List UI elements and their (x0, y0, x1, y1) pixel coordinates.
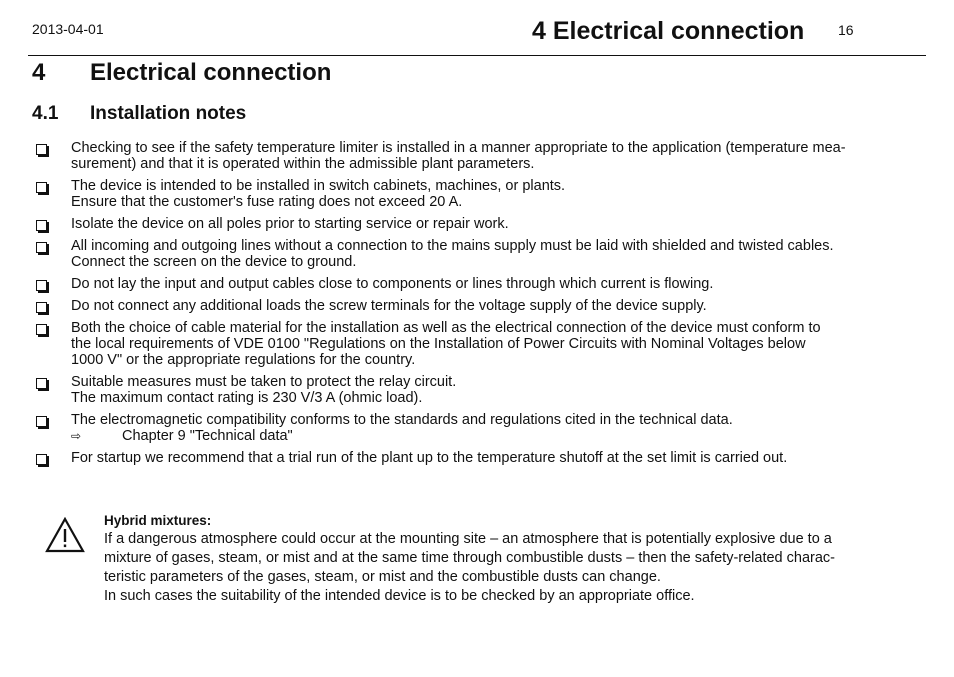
reference-text: Chapter 9 "Technical data" (122, 428, 293, 444)
list-item (32, 140, 926, 172)
reference-arrow-icon: ⇨ (71, 429, 82, 443)
item-line: Do not lay the input and output cables close to components or lines through which current is flowing. (71, 276, 714, 292)
item-line: The electromagnetic compatibility conforms to the standards and regulations cited in the technical data. (71, 412, 733, 428)
item-line: Ensure that the customer's fuse rating does not exceed 20 A. (71, 194, 463, 210)
list-item (32, 216, 926, 232)
list-item (32, 178, 926, 210)
list-item (32, 238, 926, 270)
checkbox-bullet-icon (36, 182, 47, 193)
item-line: All incoming and outgoing lines without a connection to the mains supply must be laid with shielded and twisted cables. (71, 238, 834, 254)
chapter-title: Electrical connection (90, 59, 332, 86)
note-line: mixture of gases, steam, or mist and at the same time through combustible dusts – then the safety-related charac- (104, 550, 835, 566)
item-line: Do not connect any additional loads the screw terminals for the voltage supply of the device supply. (71, 298, 707, 314)
item-line: For startup we recommend that a trial run of the plant up to the temperature shutoff at the set limit is carried out. (71, 450, 788, 466)
item-line: Connect the screen on the device to ground. (71, 254, 357, 270)
note-line: teristic parameters of the gases, steam, or mist and the combustible dusts can change. (104, 569, 661, 585)
installation-notes-list (32, 140, 926, 472)
item-line: Isolate the device on all poles prior to starting service or repair work. (71, 216, 509, 232)
running-title: 4 Electrical connection (532, 17, 805, 45)
checkbox-bullet-icon (36, 302, 47, 313)
list-item (32, 450, 926, 466)
checkbox-bullet-icon (36, 324, 47, 335)
checkbox-bullet-icon (36, 454, 47, 465)
item-line: surement) and that it is operated within the admissible plant parameters. (71, 156, 535, 172)
item-line: the local requirements of VDE 0100 "Regulations on the Installation of Power Circuits with Nominal Voltages below (71, 336, 806, 352)
list-item (32, 374, 926, 406)
note-title: Hybrid mixtures: (104, 513, 212, 528)
warning-triangle-icon (45, 517, 85, 553)
list-item (32, 298, 926, 314)
chapter-reference-link[interactable] (71, 428, 926, 444)
checkbox-bullet-icon (36, 378, 47, 389)
hybrid-mixtures-note (104, 511, 924, 606)
page-number: 16 (838, 22, 854, 38)
list-item (32, 320, 926, 368)
checkbox-bullet-icon (36, 416, 47, 427)
item-line: The maximum contact rating is 230 V/3 A (ohmic load). (71, 390, 423, 406)
item-line: Suitable measures must be taken to protect the relay circuit. (71, 374, 457, 390)
checkbox-bullet-icon (36, 242, 47, 253)
section-title: Installation notes (90, 103, 247, 124)
item-line: Both the choice of cable material for the installation as well as the electrical connection of the device must conform to (71, 320, 821, 336)
checkbox-bullet-icon (36, 144, 47, 155)
header-divider (28, 55, 926, 56)
header-date: 2013-04-01 (32, 21, 104, 37)
chapter-number: 4 (32, 59, 46, 86)
item-line: 1000 V" or the appropriate regulations for the country. (71, 352, 416, 368)
checkbox-bullet-icon (36, 280, 47, 291)
list-item (32, 412, 926, 444)
note-line: If a dangerous atmosphere could occur at the mounting site – an atmosphere that is potentially explosive due to a (104, 531, 832, 547)
note-line: In such cases the suitability of the intended device is to be checked by an appropriate office. (104, 588, 695, 604)
item-line: The device is intended to be installed in switch cabinets, machines, or plants. (71, 178, 566, 194)
section-number: 4.1 (32, 103, 59, 124)
checkbox-bullet-icon (36, 220, 47, 231)
item-line: Checking to see if the safety temperature limiter is installed in a manner appropriate to the application (temperature mea- (71, 140, 846, 156)
list-item (32, 276, 926, 292)
